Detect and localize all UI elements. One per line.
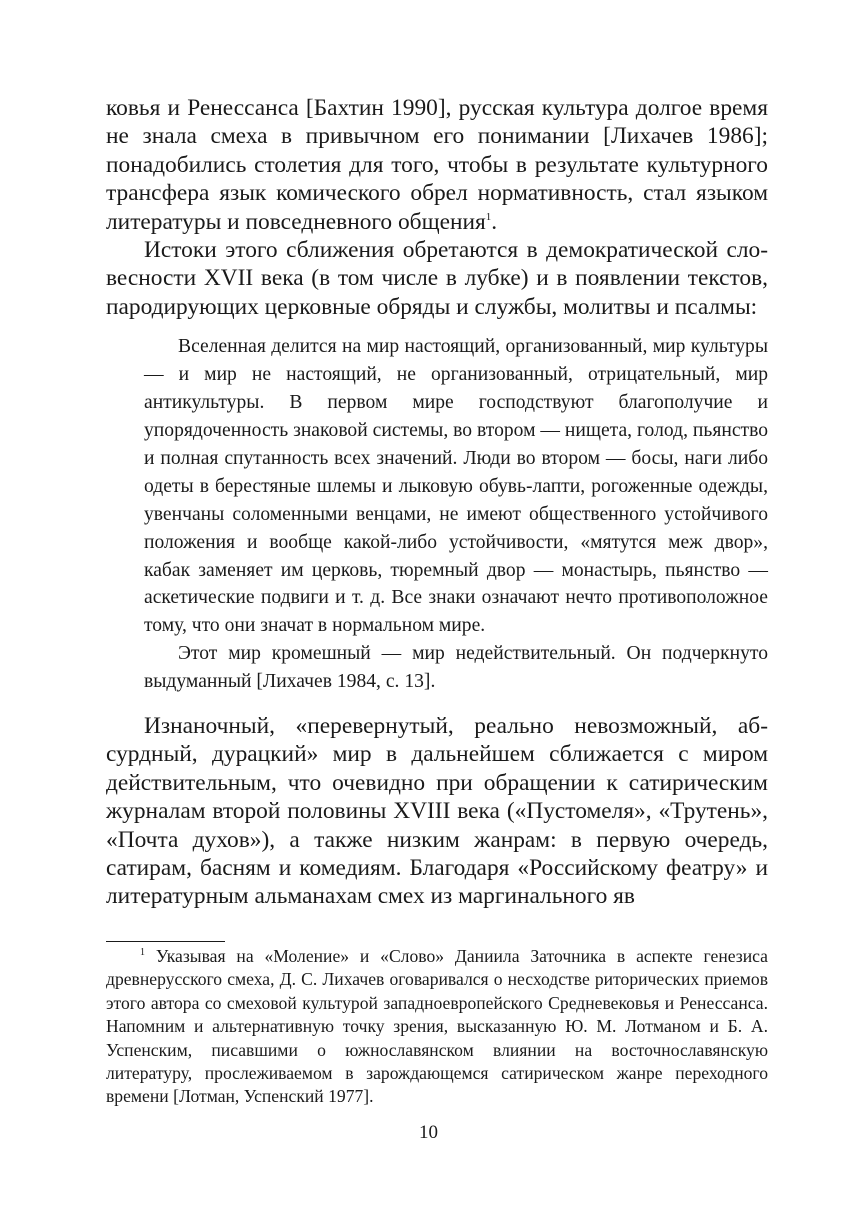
paragraph-continued bbox=[106, 94, 768, 236]
body-text-after-quote bbox=[106, 712, 768, 911]
quote-paragraph-1: Вселенная делится на мир настоящий, организованный, мир культуры — и мир не настоящий, не организованный, отрицательный, мир антикультуры. В первом мире господствуют благополучие и упорядоченность знаковой системы, во втором — нищета, голод, пьянство и полная спутанность всех значений. Люди во втором — босы, наги либо одеты в берестяные шлемы и лыковую обувь-лапти, рогоженные одежды, увенчаны соломенными венцами, не имеют общественного устойчивого положения и вообще какой-либо устойчивости, «мятутся меж двор», кабак заменяет им церковь, тюремный двор — монастырь, пьянство — аскетические подвиги и т. д. Все знаки означают нечто противоположное тому, что они значат в нормальном мире. bbox=[144, 336, 768, 637]
page-content bbox=[106, 94, 768, 911]
paragraph-2: Истоки этого сближения обретаются в демократической словесности XVII века (в том числе в лубке) и в появлении текстов, пародирующих церковные обряды и службы, молитвы и псалмы: bbox=[106, 237, 768, 320]
quote-paragraph-2: Этот мир кромешный — мир недействительный. Он подчеркнуто выдуманный [Лихачев 1984, с. 13]. bbox=[144, 643, 768, 693]
paragraph-1-text: ковья и Ренессанса [Бахтин 1990], русская культура долгое время не знала смеха в привычном его понимании [Лихачев 1986]; понадобились столетия для того, чтобы в результате культурного трансфера язык комического обрел нормативность, стал языком литературы и повседневного общения bbox=[106, 95, 768, 235]
footnote-text: Указывая на «Моление» и «Слово» Даниила Заточника в аспекте генезиса древнерусского смеха, Д. С. Лихачев оговаривался о несходстве риторических приемов этого автора со смеховой культурой западноевропейского Средневековья и Ренессанса. Напомним и альтернативную точку зрения, высказанную Ю. М. Лотманом и Б. А. Успенским, писавшими о южнославянском влиянии на восточнославянскую литературу, прослеживаемом в зарождающемся сатирическом жанре переходного времени [Лотман, Успенский 1977]. bbox=[106, 946, 768, 1107]
footnote-marker: 1 bbox=[140, 947, 145, 959]
paragraph-1-end: . bbox=[491, 208, 498, 235]
footnote-divider bbox=[106, 941, 225, 942]
block-quote bbox=[144, 333, 768, 696]
footnote bbox=[106, 945, 768, 1109]
footnote-1 bbox=[106, 945, 768, 1109]
page-number: 10 bbox=[419, 1122, 438, 1143]
body-text bbox=[106, 94, 768, 321]
paragraph-3: Изнаночный, «перевернутый, реально невозможный, абсурдный, дурацкий» мир в дальнейшем сближается с миром действительным, что очевидно при обращении к сатирическим журналам второй половины XVIII века («Пустомеля», «Трутень», «Почта духов»), а также низким жанрам: в первую очередь, сатирам, басням и комедиям. Благодаря «Российскому феатру» и литературным альманахам смех из маргинального яв bbox=[106, 713, 768, 910]
footnote-reference[interactable]: 1 bbox=[485, 210, 492, 223]
